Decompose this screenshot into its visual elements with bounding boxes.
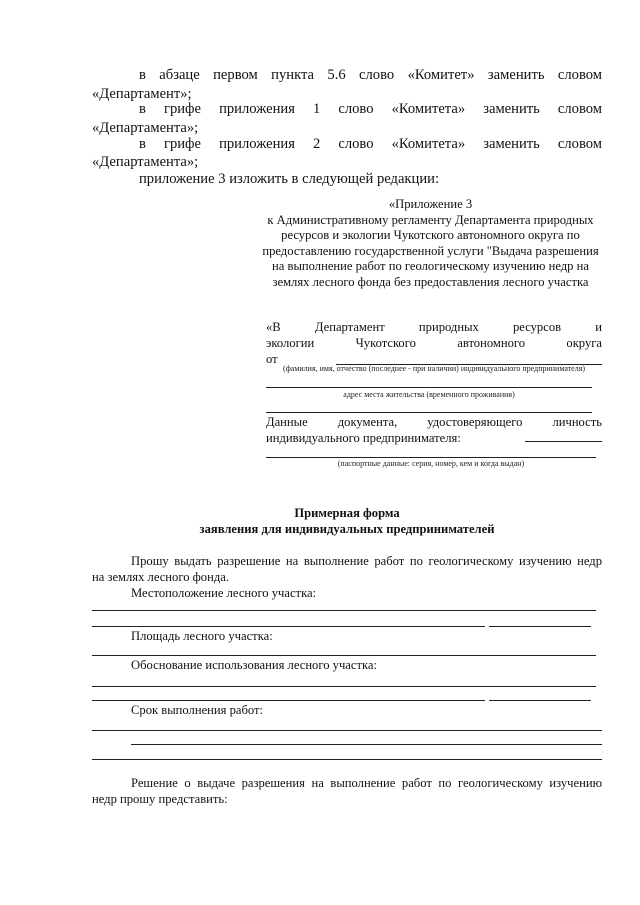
- location-field-line-2a: [92, 626, 485, 627]
- hint-passport: (паспортные данные: серия, номер, кем и когда выдан): [337, 459, 525, 468]
- area-field-line: [92, 655, 596, 656]
- location-field-line-1: [92, 610, 596, 611]
- term-field-line-1: [92, 730, 602, 731]
- annex-header: [252, 197, 609, 290]
- term-field-line-3: [92, 759, 602, 760]
- request-line1: Прошу выдать разрешение на выполнение работ по геологическому изучению недр: [131, 554, 602, 568]
- amendment-1-line2: «Департамент»;: [92, 86, 192, 102]
- amendment-2-line2: «Департамента»;: [92, 120, 199, 136]
- annex-header-line1: «Приложение 3: [388, 197, 473, 211]
- location-label: Местоположение лесного участка:: [131, 586, 317, 600]
- hint-name: (фамилия, имя, отчество (последнее - при наличии) индивидуального предпринимателя): [282, 364, 586, 373]
- doc-line1: Данные документа, удостоверяющего личность: [266, 415, 602, 429]
- annex-header-line6: землях лесного фонда без предоставления лесного участка: [272, 274, 589, 289]
- addressee-line2: экологии Чукотского автономного округа: [266, 336, 602, 350]
- form-title: [92, 506, 602, 537]
- doc-field-line: [525, 441, 602, 442]
- justification-label: Обоснование использования лесного участка:: [131, 658, 377, 672]
- justification-field-line-2b: [489, 700, 591, 701]
- hint-address: адрес места жительства (временного проживания): [343, 390, 515, 399]
- amendment-1-line1: в абзаце первом пункта 5.6 слово «Комитет» заменить словом: [139, 67, 602, 83]
- passport-field-line: [266, 457, 596, 458]
- annex-header-line4: предоставлению государственной услуги "Выдача разрешения: [262, 243, 599, 258]
- annex-header-line3: ресурсов и экологии Чукотского автономного округа по: [281, 228, 580, 242]
- addressee-line1: «В Департамент природных ресурсов и: [266, 320, 602, 334]
- annex-header-line2: к Административному регламенту Департамента природных: [267, 212, 594, 227]
- addressee-from-label: от: [266, 352, 278, 366]
- location-field-line-2b: [489, 626, 591, 627]
- decision-line1: Решение о выдаче разрешения на выполнение работ по геологическому изучению: [131, 776, 602, 790]
- term-label: Срок выполнения работ:: [131, 703, 264, 717]
- address-field-line-2: [266, 412, 592, 413]
- justification-field-line-2a: [92, 700, 485, 701]
- amendment-3-line1: в грифе приложения 2 слово «Комитета» заменить словом: [139, 136, 602, 152]
- form-title-line1: Примерная форма: [294, 506, 400, 520]
- annex-header-line5: на выполнение работ по геологическому изучению недр на: [272, 259, 589, 273]
- doc-line2: индивидуального предпринимателя:: [266, 431, 461, 445]
- justification-field-line-1: [92, 686, 596, 687]
- form-title-line2: заявления для индивидуальных предпринимателей: [199, 521, 495, 536]
- amendment-2-line1: в грифе приложения 1 слово «Комитета» заменить словом: [139, 101, 602, 117]
- decision-line2: недр прошу представить:: [92, 792, 228, 806]
- term-field-line-2: [131, 744, 602, 745]
- request-line2: на землях лесного фонда.: [92, 570, 229, 584]
- amendment-3-line2: «Департамента»;: [92, 154, 199, 170]
- area-label: Площадь лесного участка:: [131, 629, 273, 643]
- amendment-4: приложение 3 изложить в следующей редакции:: [139, 171, 439, 187]
- address-field-line: [266, 387, 592, 388]
